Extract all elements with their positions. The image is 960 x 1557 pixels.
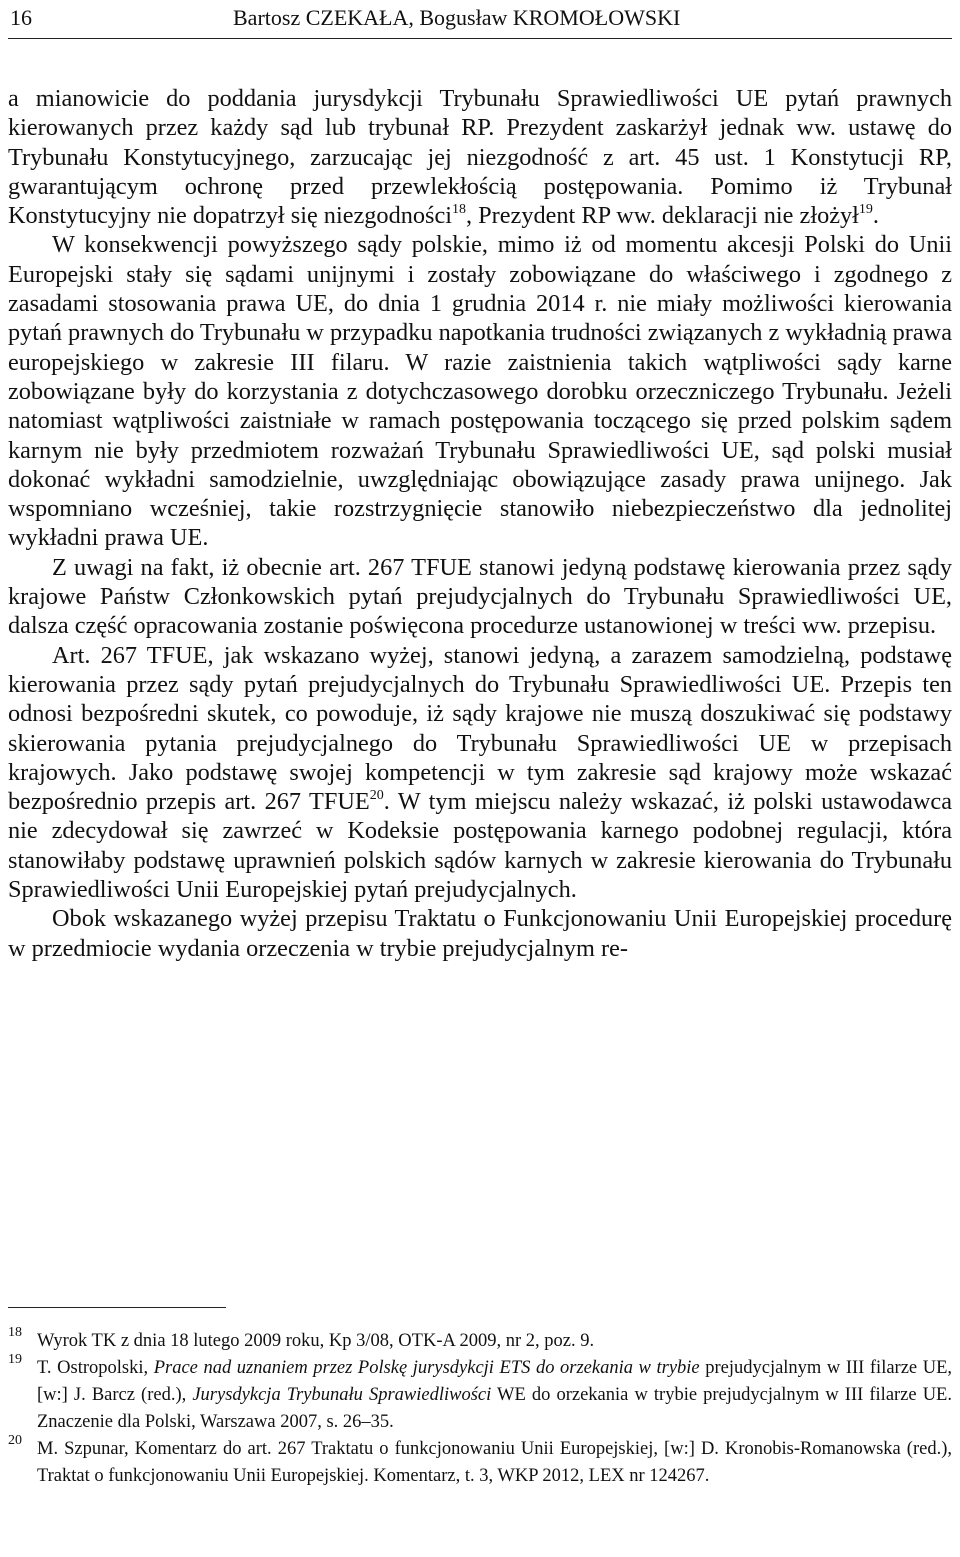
paragraph-3: Z uwagi na fakt, iż obecnie art. 267 TFUE stanowi jedyną podstawę kierowania przez sądy krajowe Państw Członkowskich pytań prejudycjalnych do Trybunału Sprawiedliwości UE, dalsza część opracowania zostanie poświęcona procedurze ustanowionej w treści ww. przepisu.: [8, 553, 952, 640]
footnote-18: [8, 1325, 952, 1355]
paragraph-1: [8, 84, 952, 230]
footnote-ref-18: 18: [452, 202, 466, 218]
footnote-ref-20: 20: [369, 788, 384, 804]
footnote-number: 18: [8, 1325, 22, 1340]
paragraph-4: [8, 641, 952, 905]
paragraph-4-text-a: Art. 267 TFUE, jak wskazano wyżej, stanowi jedyną, a zarazem samodzielną, podstawę kierowania przez sądy pytań prejudycjalnych do Trybunału Sprawiedliwości UE. Przepis ten odnosi bezpośredni skutek, co powoduje, iż sądy krajowe nie muszą doszukiwać się podstawy skierowania pytania prejudycjalnego do Trybunału Sprawiedliwości UE w przepisach krajowych. Jako podstawę swojej kompetencji w tym zakresie sąd krajowy może wskazać bezpośrednio przepis art. 267 TFUE: [8, 641, 952, 816]
footnote-separator: [8, 1307, 226, 1308]
footnote-title-italic: Prace nad uznaniem przez Polskę jurysdykcji ETS do orzekania w trybie: [153, 1358, 700, 1378]
footnote-text: WE do orzekania w trybie prejudycjalnym w III filarze UE. Znaczenie dla Polski, Warszawa 2007, s. 26–35.: [37, 1385, 952, 1432]
footnote-text: T. Ostropolski,: [37, 1358, 154, 1378]
running-header-authors: Bartosz CZEKAŁA, Bogusław KROMOŁOWSKI: [233, 5, 681, 30]
paragraph-1-text-b: , Prezydent RP ww. deklaracji nie złożył: [466, 202, 859, 230]
footnote-text: M. Szpunar, Komentarz do art. 267 Traktatu o funkcjonowaniu Unii Europejskiej, [w:] D. Kronobis-Romanowska (red.), Traktat o funkcjonowaniu Unii Europejskiej. Komentarz, t. 3, WKP 2012, LEX nr 124267.: [37, 1439, 952, 1486]
paragraph-1-text-c: .: [872, 202, 879, 230]
footnote-20: [8, 1433, 952, 1490]
footnotes: [8, 1325, 952, 1490]
footnote-text: prejudycjalnym w III filarze UE, [w:] J. Barcz (red.),: [37, 1358, 952, 1405]
page-number: 16: [10, 5, 32, 30]
footnote-number: 20: [8, 1433, 22, 1448]
running-header: [8, 0, 952, 39]
paragraph-1-text-a: a mianowicie do poddania jurysdykcji Trybunału Sprawiedliwości UE pytań prawnych kierowanych przez każdy sąd lub trybunał RP. Prezydent zaskarżył jednak ww. ustawę do Trybunału Konstytucyjnego, zarzucając jej niezgodność z art. 45 ust. 1 Konstytucji RP, gwarantującym ochronę przed przewlekłością postępowania. Pomimo iż Trybunał Konstytucyjny nie dopatrzył się niezgodności: [8, 85, 952, 230]
footnote-text: Wyrok TK z dnia 18 lutego 2009 roku, Kp 3/08, OTK-A 2009, nr 2, poz. 9.: [37, 1331, 595, 1351]
paragraph-2: W konsekwencji powyższego sądy polskie, mimo iż od momentu akcesji Polski do Unii Europejski stały się sądami unijnymi i zostały zobowiązane do właściwego i zgodnego z zasadami stosowania prawa UE, do dnia 1 grudnia 2014 r. nie miały możliwości kierowania pytań prawnych do Trybunału w przypadku napotkania trudności związanych z wykładnią prawa europejskiego w zakresie III filaru. W razie zaistnienia takich wątpliwości sądy karne zobowiązane były do korzystania z dotychczasowego dorobku orzeczniczego Trybunału. Jeżeli natomiast wątpliwości zaistniałe w ramach postępowania toczącego się przed polskim sądem karnym nie były przedmiotem rozważań Trybunału Sprawiedliwości UE, sąd polski musiał dokonać wykładni samodzielnie, uwzględniając obowiązujące zasady prawa unijnego. Jak wspomniano wcześniej, takie rozstrzygnięcie stanowiło niebezpieczeństwo dla jednolitej wykładni prawa UE.: [8, 231, 952, 552]
footnote-title-italic: Jurysdykcja Trybunału Sprawiedliwości: [192, 1385, 492, 1405]
paragraph-5: Obok wskazanego wyżej przepisu Traktatu o Funkcjonowaniu Unii Europejskiej procedurę w przedmiocie wydania orzeczenia w trybie prejudycjalnym re-: [8, 905, 952, 962]
main-text: [8, 84, 952, 963]
footnote-19: [8, 1352, 952, 1436]
paragraph-4-text-b: . W tym miejscu należy wskazać, iż polski ustawodawca nie zdecydował się zawrzeć w Kodeksie postępowania karnego podobnej regulacji, która stanowiłaby podstawę uprawnień polskich sądów karnych w zakresie kierowania do Trybunału Sprawiedliwości Unii Europejskiej pytań prejudycjalnych.: [8, 788, 953, 904]
footnote-ref-19: 19: [858, 202, 873, 218]
footnote-number: 19: [8, 1352, 22, 1367]
